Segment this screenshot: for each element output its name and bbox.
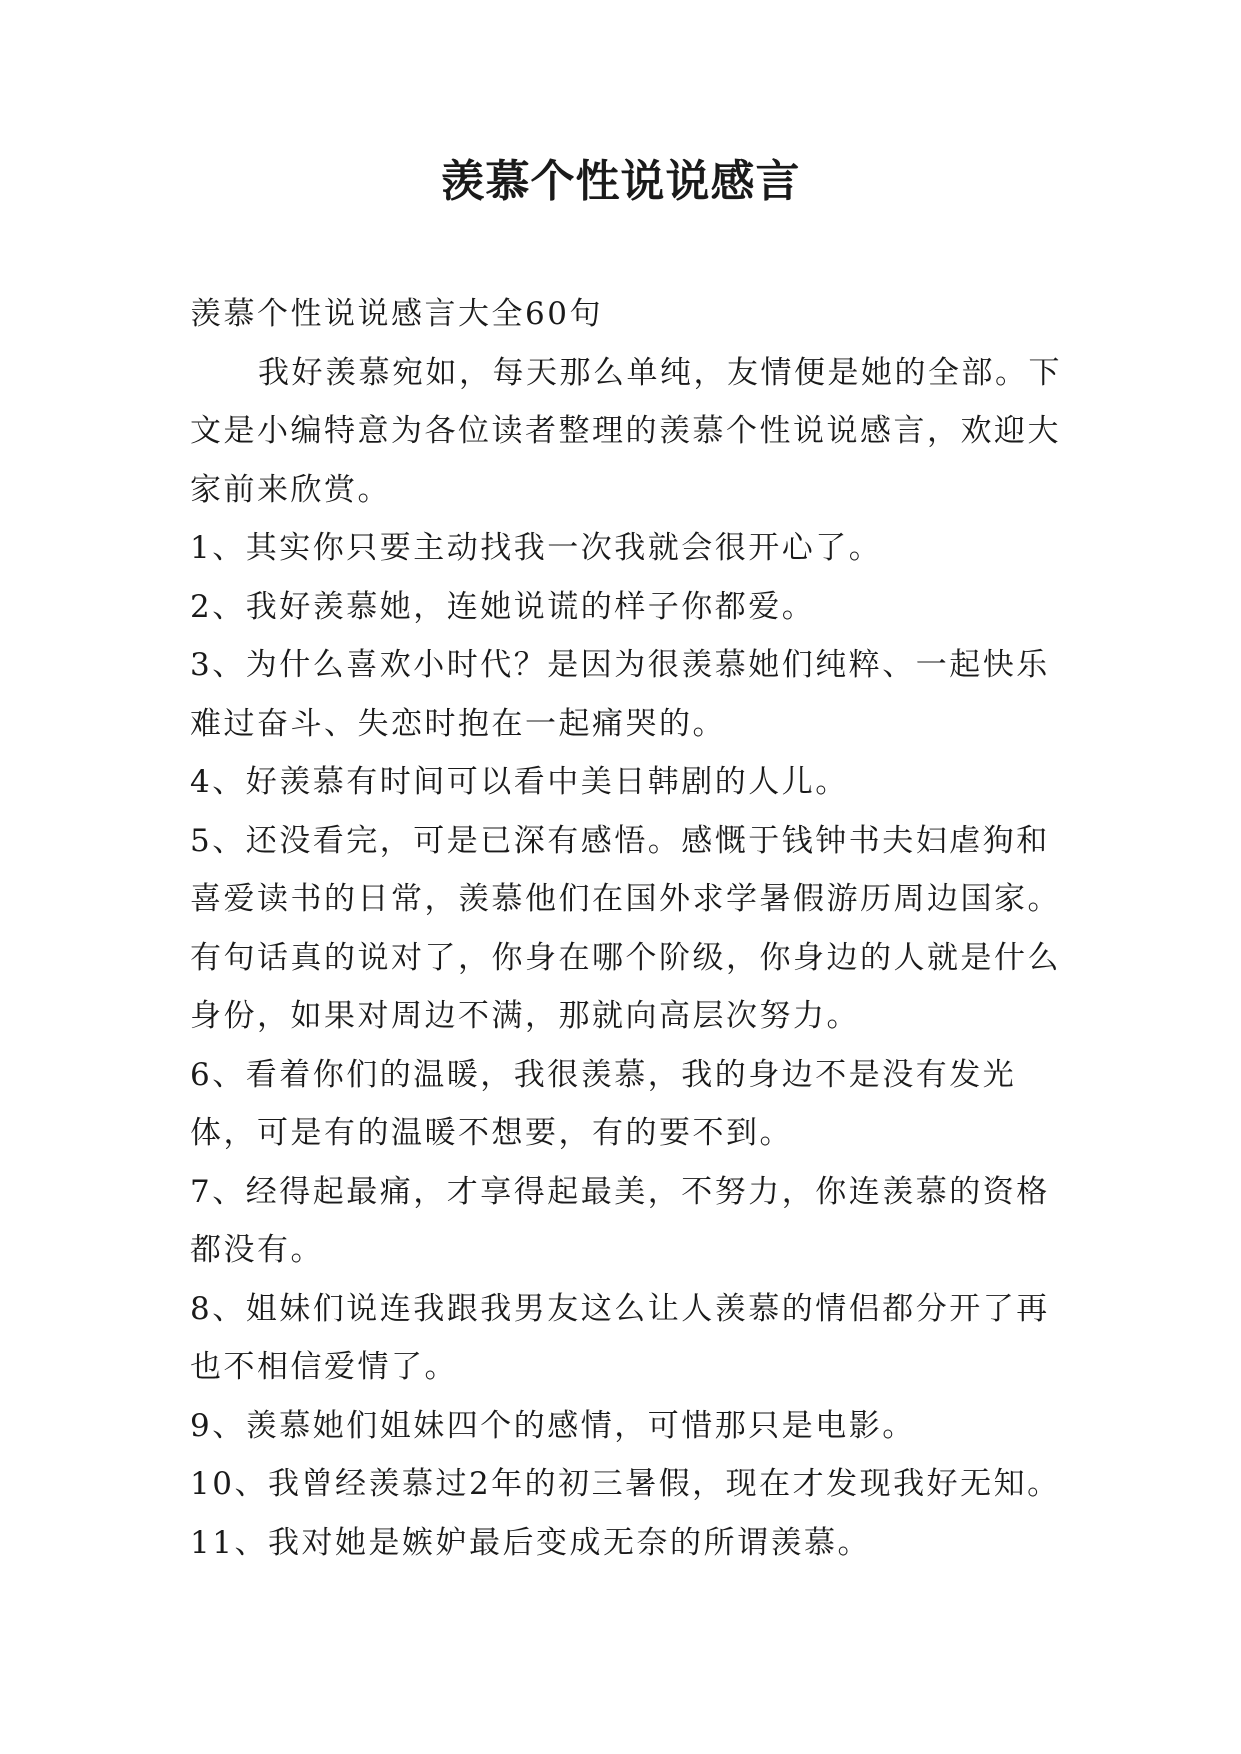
list-item: 6、看着你们的温暖，我很羡慕，我的身边不是没有发光体，可是有的温暖不想要，有的要不到。 xyxy=(190,1056,1017,1151)
intro-paragraph: 我好羡慕宛如，每天那么单纯，友情便是她的全部。下文是小编特意为各位读者整理的羡慕个性说说感言，欢迎大家前来欣赏。 xyxy=(190,354,1062,508)
document-subtitle: 羡慕个性说说感言大全60句 xyxy=(190,296,603,332)
list-item: 1、其实你只要主动找我一次我就会很开心了。 xyxy=(190,530,883,566)
list-item: 5、还没看完，可是已深有感悟。感慨于钱钟书夫妇虐狗和喜爱读书的日常，羡慕他们在国外求学暑假游历周边国家。有句话真的说对了，你身在哪个阶级，你身边的人就是什么身份，如果对周边不满，那就向高层次努力。 xyxy=(190,822,1061,1034)
list-item: 9、羡慕她们姐妹四个的感情，可惜那只是电影。 xyxy=(190,1407,916,1444)
list-item: 2、我好羡慕她，连她说谎的样子你都爱。 xyxy=(190,588,816,625)
document-body xyxy=(190,285,1070,1572)
list-item: 11、我对她是嫉妒最后变成无奈的所谓羡慕。 xyxy=(190,1524,871,1561)
list-item: 8、姐妹们说连我跟我男友这么让人羡慕的情侣都分开了再也不相信爱情了。 xyxy=(190,1290,1050,1385)
list-item: 3、为什么喜欢小时代？是因为很羡慕她们纯粹、一起快乐难过奋斗、失恋时抱在一起痛哭的。 xyxy=(190,647,1050,742)
list-item: 4、好羡慕有时间可以看中美日韩剧的人儿。 xyxy=(190,764,849,800)
document-title: 羡慕个性说说感言 xyxy=(440,156,801,207)
list-item: 7、经得起最痛，才享得起最美，不努力，你连羡慕的资格都没有。 xyxy=(190,1173,1050,1268)
list-item: 10、我曾经羡慕过2年的初三暑假，现在才发现我好无知。 xyxy=(190,1466,1061,1502)
